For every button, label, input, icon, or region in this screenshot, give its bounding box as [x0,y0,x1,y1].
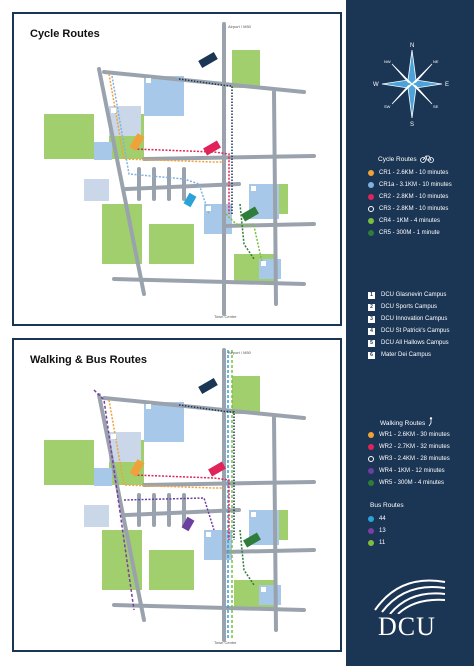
compass-n: N [410,43,415,49]
compass-nw: NW [384,59,391,64]
legend-swatch [368,456,374,462]
campus-marker-2 [111,434,116,439]
campus-legend-item [368,350,431,360]
walking-legend-item [368,454,450,464]
legend-label: 13 [379,528,386,534]
legend-label: CR4 - 1KM - 4 minutes [379,218,441,224]
campus-legend-item [368,290,446,300]
cycle-legend-item [368,180,452,190]
legend-swatch [368,206,374,212]
walking-legend-item [368,466,445,476]
compass-rose-icon [372,38,452,128]
campus-label: DCU Sports Campus [381,304,438,310]
park-area [44,114,94,159]
cycle-routes-map [12,12,342,326]
campus-number: 3 [368,316,375,323]
campus-number: 1 [368,292,375,299]
road [274,418,276,630]
road-label-bottom: Town Centre [214,640,237,645]
cycle-legend-item [368,216,440,226]
campus-marker-5 [251,512,256,517]
campus-marker-6 [261,587,266,592]
walking-icon [426,417,436,427]
campus-label: DCU Innovation Campus [381,316,448,322]
walking-map-canvas[interactable] [14,340,340,650]
bus-legend-item [368,538,385,548]
campus-number: 5 [368,340,375,347]
cycle-legend-title: Cycle Routes [378,156,417,163]
bus-legend-item [368,526,386,536]
marker-cr1 [198,52,218,68]
compass-s: S [410,122,415,128]
walking-legend-title: Walking Routes [380,420,426,427]
legend-swatch [368,468,374,474]
compass-e: E [445,82,450,88]
legend-sidebar [346,0,474,666]
legend-swatch [368,194,374,200]
building [94,142,112,160]
legend-label: CR1a - 3.1KM - 10 minutes [379,182,452,188]
dcu-logo-text: DCU [378,612,436,641]
legend-label: CR5 - 300M - 1 minute [379,230,440,236]
walking-legend-item [368,430,450,440]
compass-w: W [373,82,379,88]
marker-wr1 [198,378,218,394]
legend-label: WR1 - 2.6KM - 30 minutes [379,432,450,438]
compass-ne: NE [433,59,439,64]
legend-label: WR2 - 2.7KM - 32 minutes [379,444,450,450]
campus-legend-item [368,326,450,336]
park-area [232,50,260,88]
park-area [44,440,94,485]
bus-legend-title: Bus Routes [370,502,404,509]
cycle-legend-item [368,192,448,202]
campus-marker-4 [206,532,211,537]
cycle-map-canvas[interactable] [14,14,340,324]
cycle-routes-title: Cycle Routes [30,28,100,40]
legend-swatch [368,540,374,546]
campus-marker-5 [251,186,256,191]
park-area [149,550,194,590]
campus-legend-item [368,314,447,324]
legend-swatch [368,480,374,486]
campus-marker-2 [111,108,116,113]
legend-label: WR3 - 2.4KM - 28 minutes [379,456,450,462]
compass-sw: SW [384,104,391,109]
legend-label: WR4 - 1KM - 12 minutes [379,468,445,474]
campus-marker-4 [206,206,211,211]
campus-number: 4 [368,328,375,335]
campus-marker-6 [261,261,266,266]
road [224,550,314,552]
legend-swatch [368,182,374,188]
road-label-top: Airport / M50 [228,24,251,29]
road-label-top: Airport / M50 [228,350,251,355]
dcu-logo-icon [370,574,450,614]
building [94,468,112,486]
walking-bus-routes-map [12,338,342,652]
park-area [232,376,260,414]
cycle-legend-item [368,168,448,178]
road [274,92,276,304]
campus-legend-item [368,338,449,348]
road-label-bottom: Town Centre [214,314,237,319]
legend-swatch [368,432,374,438]
cycle-legend-item [368,204,448,214]
walking-legend-item [368,478,444,488]
legend-label: CR3 - 2.8KM - 10 minutes [379,206,449,212]
legend-swatch [368,528,374,534]
legend-swatch [368,230,374,236]
campus-label: DCU Glasnevin Campus [381,292,447,298]
campus-label: Mater Dei Campus [381,352,432,358]
compass-se: SE [433,104,439,109]
legend-label: 11 [379,540,386,546]
legend-label: WR5 - 300M - 4 minutes [379,480,445,486]
cycle-legend-item [368,228,440,238]
campus-legend-item [368,302,437,312]
building [84,505,109,527]
building [84,179,109,201]
bus-legend-item [368,514,386,524]
legend-label: CR1 - 2.6KM - 10 minutes [379,170,449,176]
legend-label: CR2 - 2.8KM - 10 minutes [379,194,449,200]
bicycle-icon [420,153,434,163]
legend-swatch [368,170,374,176]
campus-number: 2 [368,304,375,311]
campus-label: DCU All Hallows Campus [381,340,449,346]
walking-legend-item [368,442,450,452]
legend-swatch [368,516,374,522]
campus-marker-1 [146,78,151,83]
campus-label: DCU St Patrick's Campus [381,328,450,334]
legend-label: 44 [379,516,386,522]
park-area [149,224,194,264]
campus-marker-1 [146,404,151,409]
walking-bus-routes-title: Walking & Bus Routes [30,354,147,366]
legend-swatch [368,444,374,450]
legend-swatch [368,218,374,224]
campus-number: 6 [368,352,375,359]
